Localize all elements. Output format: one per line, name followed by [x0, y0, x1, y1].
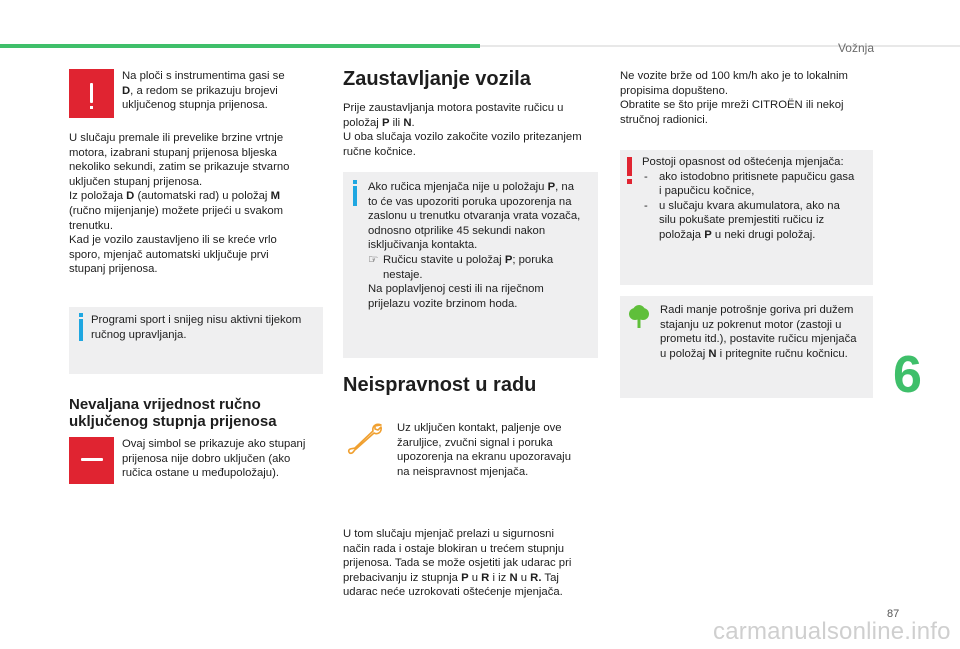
- info-icon: [79, 313, 83, 317]
- stopping-heading: Zaustavljanje vozila: [343, 68, 531, 90]
- eco-note: [620, 296, 873, 398]
- warning-intro: Postoji opasnost od oštećenja mjenjača:: [642, 156, 844, 168]
- speed-advice-text: Ne vozite brže od 100 km/h ako je to lokalnim propisima dopušteno. Obratite se što prije mreži CITROËN ili nekoj stručnoj radionici.: [620, 70, 848, 126]
- info-note: [69, 307, 323, 374]
- info-icon: [353, 180, 357, 184]
- stopping-text: Prije zaustavljanja motora postavite ručicu u položaj P ili N. U oba slučaja vozilo zakočite vozilo pritezanjem ručne kočnice.: [343, 102, 582, 158]
- warning-item: - u slučaju kvara akumulatora, ako na silu pokušate premjestiti ručicu iz položaja P u neki drugi položaj.: [644, 199, 840, 241]
- warning-icon: [627, 157, 632, 176]
- wrench-icon: [345, 421, 385, 457]
- eco-note-text: Radi manje potrošnje goriva pri dužem stajanju uz pokrenut motor (zastoji u prometu itd.), postavite ručicu mjenjača u položaj N i pritegnite ručnu kočnicu.: [660, 304, 857, 360]
- info-note-text: Programi sport i snijeg nisu aktivni tijekom ručnog upravljanja.: [91, 314, 302, 341]
- arrow-bullet-icon: ☞: [368, 253, 379, 266]
- info-note-parking: [343, 172, 598, 358]
- warning-indicator-icon: [69, 69, 114, 118]
- header-rule: [480, 45, 960, 47]
- page-number: 87: [887, 608, 900, 620]
- section-title: Vožnja: [837, 41, 874, 55]
- flood-note-text: Na poplavljenoj cesti ili na riječnom prijelazu vozite brzinom hoda.: [368, 283, 544, 310]
- gear-display-text: Na ploči s instrumentima gasi se D, a redom se prikazuju brojevi uključenog stupnja prijenosa.: [122, 70, 285, 112]
- warning-note: [620, 150, 873, 285]
- warning-item: - ako istodobno pritisnete papučicu gasa i papučicu kočnice,: [644, 170, 855, 198]
- header-accent-bar: [0, 44, 480, 48]
- invalid-gear-heading: Nevaljana vrijednost ručno uključenog stupnja prijenosa: [69, 396, 277, 430]
- invalid-gear-text: Ovaj simbol se prikazuje ako stupanj prijenosa nije dobro uključen (ako ručica ostane u međupoložaju).: [122, 438, 306, 480]
- invalid-gear-dash-icon: [69, 437, 114, 484]
- malfunction-heading: Neispravnost u radu: [343, 374, 537, 396]
- gear-change-text: U slučaju premale ili prevelike brzine vrtnje motora, izabrani stupanj prijenosa bljeska nekoliko sekundi, zatim se prikazuje stvarno uključen stupanj prijenosa. Iz položaja D (automatski rad) u položaj M (ručno mijenjanje) možete prijeći u svakom trenutku. Kad je vozilo zaustavljeno ili se kreće vrlo sporo, mjenjač automatski uključuje prvi stupanj prijenosa.: [69, 132, 290, 276]
- parking-note-text: Ako ručica mjenjača nije u položaju P, na to će vas upozoriti poruka upozorenja na zaslonu u trenutku otvaranja vrata vozača, odnosno otprilike 45 sekundi nakon isključivanja kontakta.: [368, 181, 581, 252]
- safe-mode-text: U tom slučaju mjenjač prelazi u sigurnosni način rada i ostaje blokiran u trećem stupnju prijenosa. Tada se može osjetiti jak udarac pri prebacivanju iz stupnja P u R i iz N u R. Taj udarac neće uzrokovati oštećenje mjenjača.: [343, 528, 572, 599]
- chapter-number: 6: [893, 346, 922, 404]
- malfunction-text: Uz uključen kontakt, paljenje ove žaruljice, zvučni signal i poruka upozorenja na ekranu upozoravaju na neispravnost mjenjača.: [397, 422, 571, 478]
- eco-tree-icon: [627, 305, 651, 329]
- parking-note-bullet: ☞ Ručicu stavite u položaj P; poruka nestaje.: [368, 253, 554, 281]
- watermark: carmanualsonline.info: [713, 618, 951, 645]
